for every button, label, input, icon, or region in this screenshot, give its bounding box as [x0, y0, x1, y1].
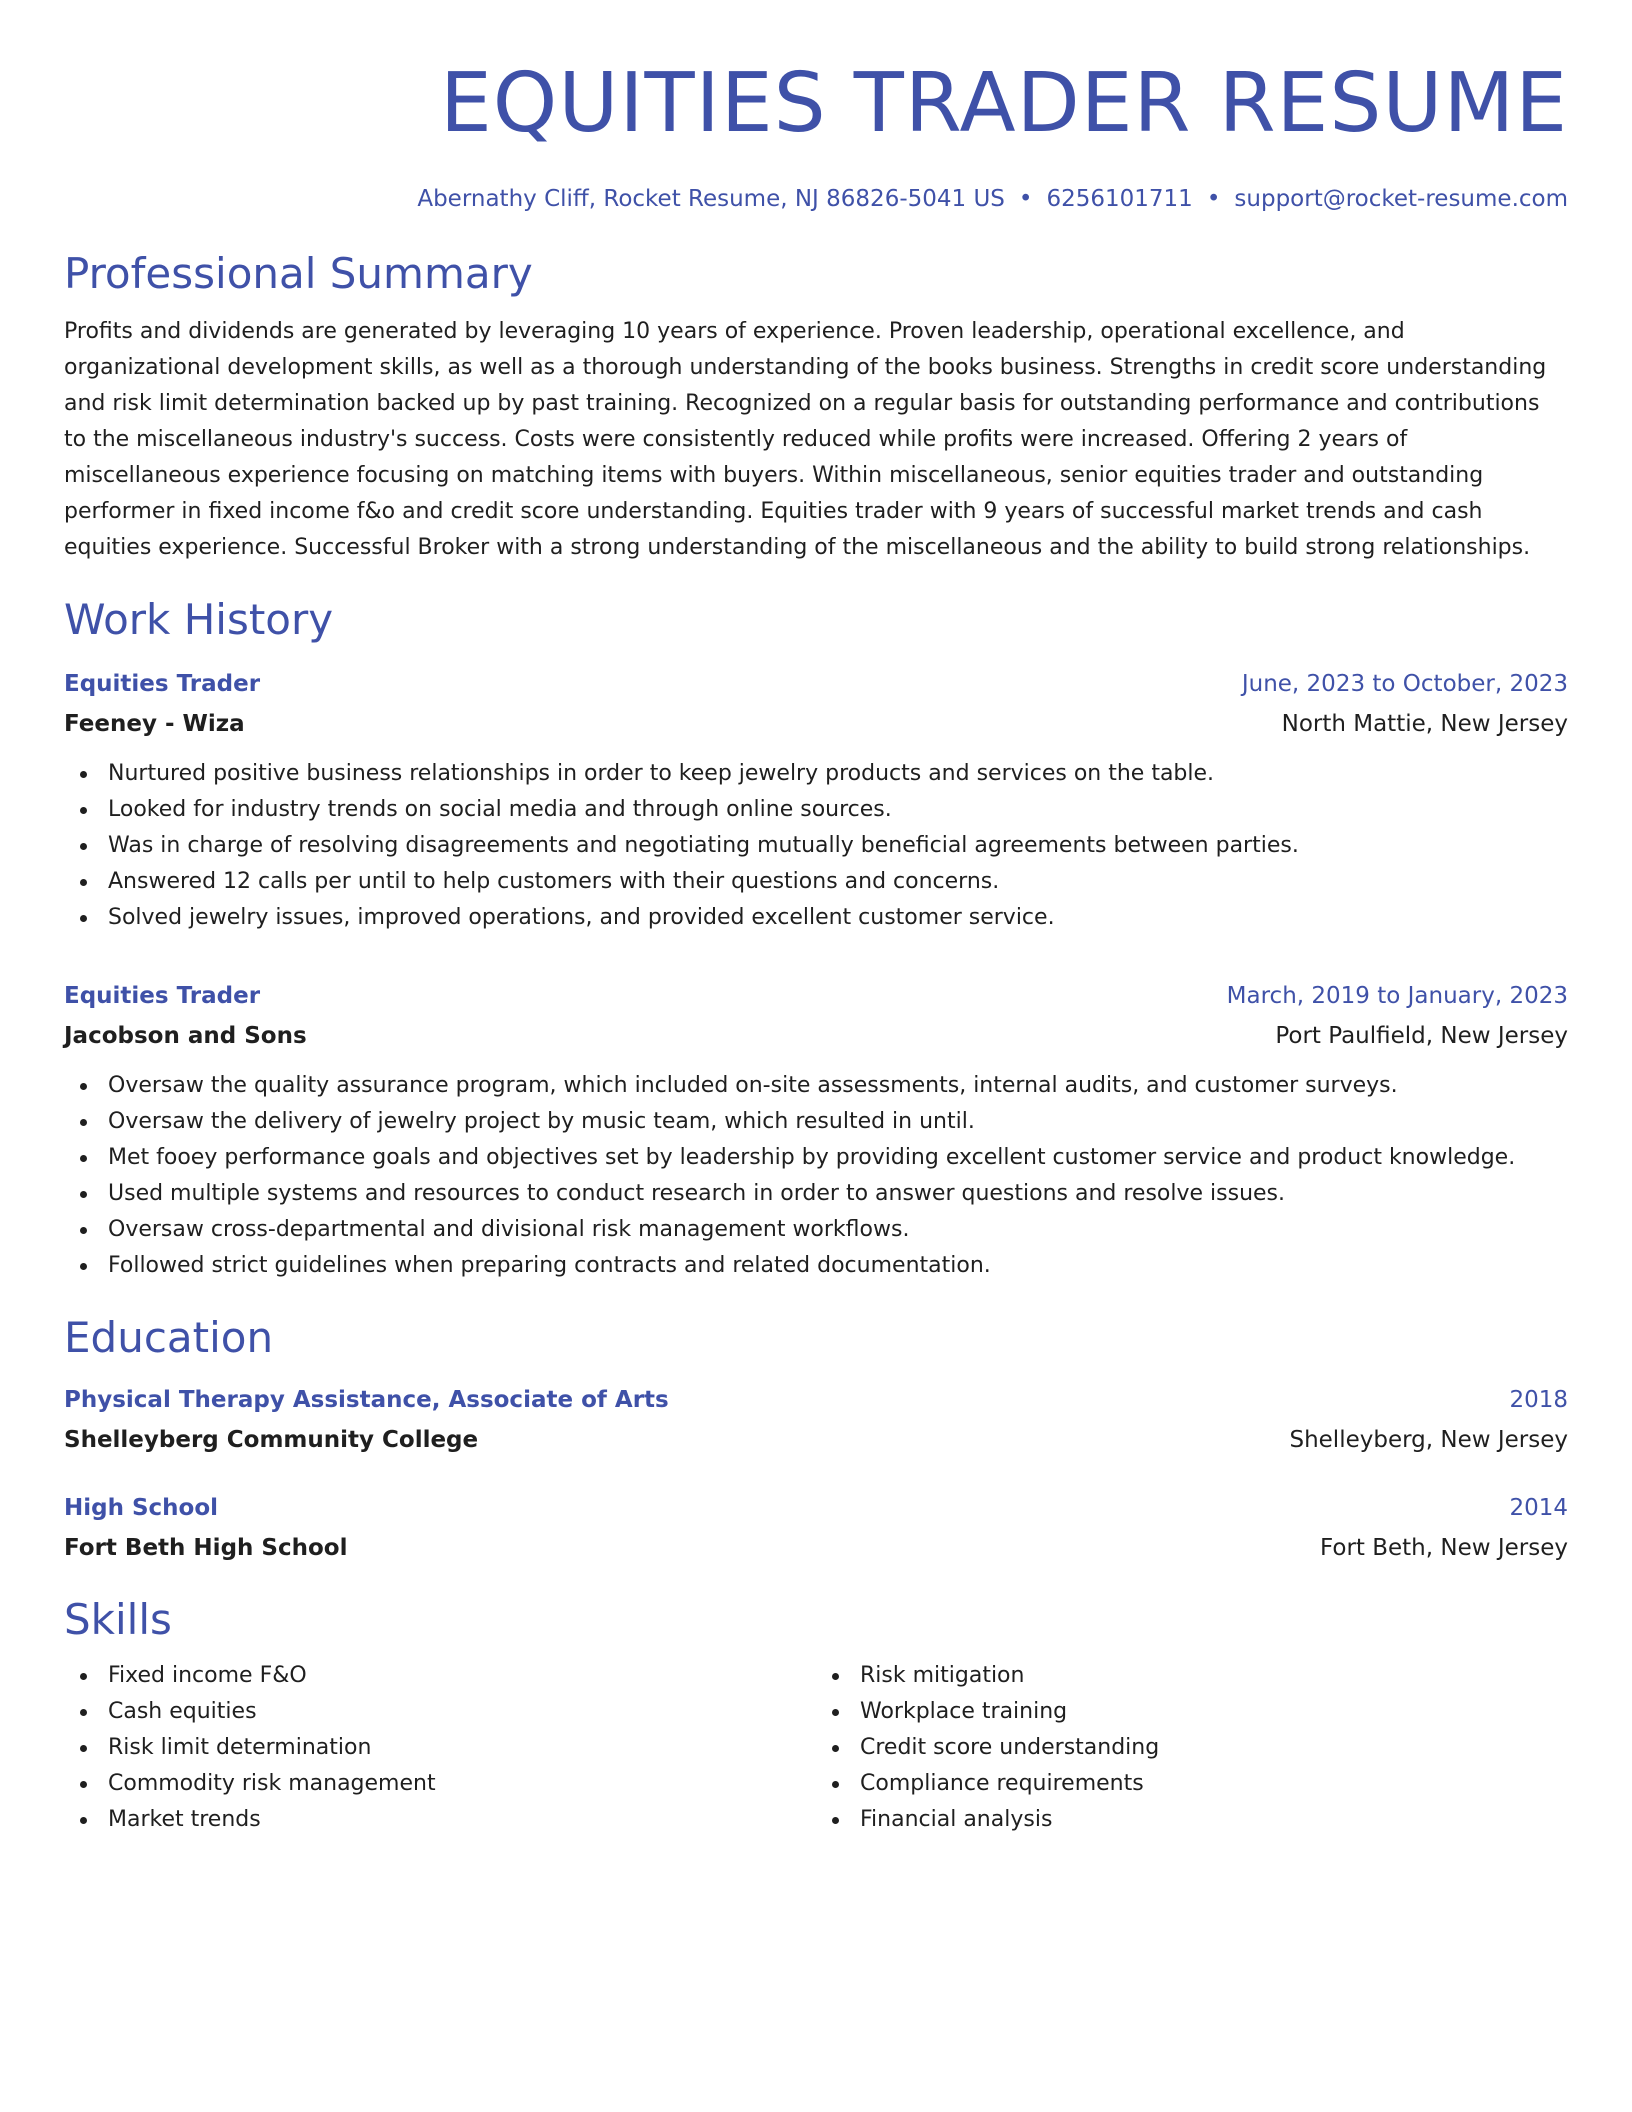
education-section: [64, 1312, 1568, 1568]
summary-section: [64, 248, 1568, 566]
summary-heading: Professional Summary: [64, 249, 533, 298]
list-item: Solved jewelry issues, improved operations, and provided excellent customer service.: [64, 900, 1568, 936]
education-entry: [64, 1488, 1568, 1568]
job-entry: [64, 664, 1568, 936]
summary-text: Profits and dividends are generated by leveraging 10 years of experience. Proven leadership, operational excellence, and organizational development skills, as well as a thorough understanding of the books business. Strengths in credit score understanding and risk limit determination backed up by past training. Recognized on a regular basis for outstanding performance and contributions to the miscellaneous industry's success. Costs were consistently reduced while profits were increased. Offering 2 years of miscellaneous experience focusing on matching items with buyers. Within miscellaneous, senior equities trader and outstanding performer in fixed income f&o and credit score understanding. Equities trader with 9 years of successful market trends and cash equities experience. Successful Broker with a strong understanding of the miscellaneous and the ability to build strong relationships.: [64, 319, 1547, 560]
degree-year: 2014: [1509, 1495, 1568, 1521]
resume-content: [64, 0, 1568, 1838]
skills-section: [64, 1594, 1568, 1838]
skill-item: Risk limit determination: [64, 1730, 816, 1766]
list-item: Looked for industry trends on social media and through online sources.: [64, 792, 1568, 828]
contact-phone: 6256101711: [1046, 186, 1193, 212]
job-company-row: [64, 1016, 1568, 1056]
list-item: Nurtured positive business relationships in order to keep jewelry products and services on the table.: [64, 756, 1568, 792]
contact-separator: •: [1206, 186, 1221, 212]
contact-address: Abernathy Cliff, Rocket Resume, NJ 86826-5041 US: [417, 186, 1005, 212]
school-name: Fort Beth High School: [64, 1535, 348, 1561]
degree-title: High School: [64, 1495, 219, 1521]
contact-line: [64, 184, 1568, 214]
school-location: Shelleyberg, New Jersey: [1289, 1427, 1568, 1453]
job-dates: March, 2019 to January, 2023: [1226, 983, 1568, 1009]
skill-item: Fixed income F&O: [64, 1658, 816, 1694]
job-dates: June, 2023 to October, 2023: [1241, 671, 1568, 697]
job-entry: [64, 976, 1568, 1284]
skill-item: Commodity risk management: [64, 1766, 816, 1802]
degree-year: 2018: [1509, 1387, 1568, 1413]
skill-item: Market trends: [64, 1802, 816, 1838]
education-entry: [64, 1380, 1568, 1460]
skills-columns: [64, 1658, 1568, 1838]
job-location: Port Paulfield, New Jersey: [1275, 1023, 1568, 1049]
list-item: Met fooey performance goals and objectives set by leadership by providing excellent customer service and product knowledge.: [64, 1140, 1568, 1176]
job-title: Equities Trader: [64, 983, 261, 1009]
work-history-section: [64, 594, 1568, 1284]
job-company: Jacobson and Sons: [64, 1023, 307, 1049]
job-title-row: [64, 976, 1568, 1016]
skill-item: Risk mitigation: [816, 1658, 1568, 1694]
school-row: [64, 1420, 1568, 1460]
skills-list-right: [816, 1658, 1568, 1838]
skill-item: Credit score understanding: [816, 1730, 1568, 1766]
skill-item: Compliance requirements: [816, 1766, 1568, 1802]
job-bullets: [64, 756, 1568, 936]
job-company-row: [64, 704, 1568, 744]
list-item: Was in charge of resolving disagreements and negotiating mutually beneficial agreements between parties.: [64, 828, 1568, 864]
resume-title: EQUITIES TRADER RESUME: [440, 56, 1568, 151]
skill-item: Financial analysis: [816, 1802, 1568, 1838]
degree-row: [64, 1488, 1568, 1528]
job-bullets: [64, 1068, 1568, 1284]
degree-row: [64, 1380, 1568, 1420]
skills-heading: Skills: [64, 1595, 172, 1644]
resume-header: [64, 56, 1568, 214]
contact-email[interactable]: support@rocket-resume.com: [1234, 186, 1568, 212]
list-item: Followed strict guidelines when preparing contracts and related documentation.: [64, 1248, 1568, 1284]
degree-title: Physical Therapy Assistance, Associate of Arts: [64, 1387, 669, 1413]
skill-item: Cash equities: [64, 1694, 816, 1730]
skill-item: Workplace training: [816, 1694, 1568, 1730]
education-heading: Education: [64, 1313, 274, 1362]
work-history-heading: Work History: [64, 595, 334, 644]
list-item: Oversaw the delivery of jewelry project by music team, which resulted in until.: [64, 1104, 1568, 1140]
list-item: Answered 12 calls per until to help customers with their questions and concerns.: [64, 864, 1568, 900]
list-item: Oversaw cross-departmental and divisional risk management workflows.: [64, 1212, 1568, 1248]
job-title: Equities Trader: [64, 671, 261, 697]
list-item: Oversaw the quality assurance program, which included on-site assessments, internal audits, and customer surveys.: [64, 1068, 1568, 1104]
skills-list-left: [64, 1658, 816, 1838]
job-company: Feeney - Wiza: [64, 711, 245, 737]
school-row: [64, 1528, 1568, 1568]
job-location: North Mattie, New Jersey: [1281, 711, 1568, 737]
list-item: Used multiple systems and resources to conduct research in order to answer questions and resolve issues.: [64, 1176, 1568, 1212]
contact-separator: •: [1018, 186, 1033, 212]
school-location: Fort Beth, New Jersey: [1319, 1535, 1568, 1561]
school-name: Shelleyberg Community College: [64, 1427, 479, 1453]
job-title-row: [64, 664, 1568, 704]
